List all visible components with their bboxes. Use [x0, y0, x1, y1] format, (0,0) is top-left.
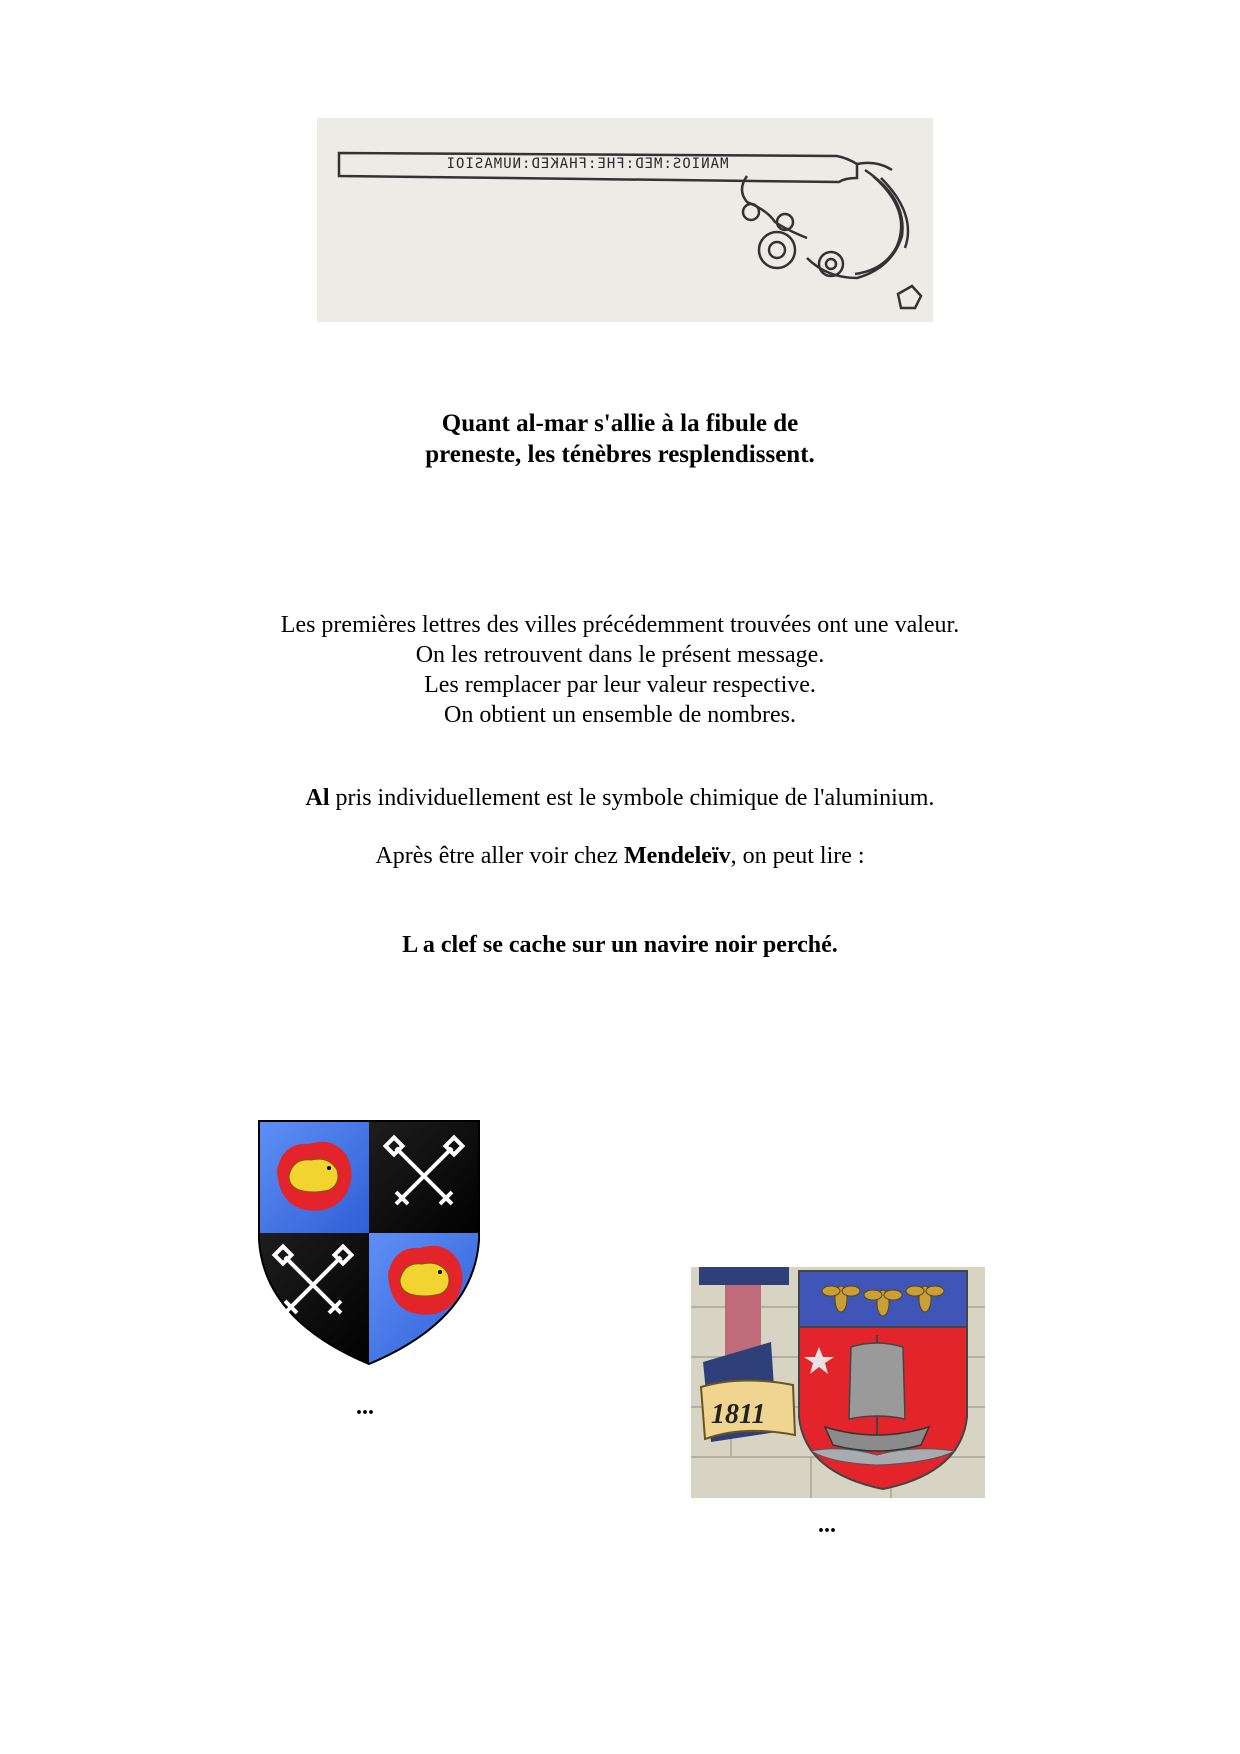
coat-of-arms-keys-lions — [258, 1120, 480, 1366]
bee-icon — [822, 1286, 944, 1316]
al-text: pris individuellement est le symbole chimique de l'aluminium. — [329, 785, 935, 811]
instruction-line: On obtient un ensemble de nombres. — [444, 702, 796, 728]
mendeleev-line — [0, 843, 1240, 870]
title-line-2: preneste, les ténèbres resplendissent. — [425, 441, 815, 468]
aluminium-line — [0, 785, 1240, 812]
banner-year: 1811 — [711, 1399, 766, 1430]
instruction-line: Les remplacer par leur valeur respective. — [424, 672, 816, 698]
lion-icon — [388, 1246, 463, 1315]
instructions-paragraph — [0, 610, 1240, 730]
key-message: L a clef se cache sur un navire noir perché. — [402, 932, 838, 958]
mendeleev-name: Mendeleïv — [623, 843, 731, 869]
coat-of-arms-ship — [691, 1267, 985, 1498]
fibula-illustration — [317, 118, 933, 322]
mendeleev-before: Après être aller voir chez — [375, 843, 624, 869]
title-line-1: Quant al-mar s'allie à la fibule de — [441, 410, 799, 437]
lion-icon — [277, 1142, 352, 1211]
instruction-line: Les premières lettres des villes précédemment trouvées ont une valeur. — [280, 612, 960, 638]
instruction-line: On les retrouvent dans le présent message. — [415, 642, 825, 668]
caption-ellipsis-2: ... — [818, 1512, 836, 1538]
fibula-inscription: MANIOS:MED:FHE:FHAKED:NUMASIOI — [445, 156, 729, 172]
caption-ellipsis-1: ... — [356, 1394, 374, 1420]
mendeleev-after: , on peut lire : — [730, 843, 865, 869]
riddle-title — [0, 408, 1240, 470]
al-symbol: Al — [305, 785, 330, 811]
